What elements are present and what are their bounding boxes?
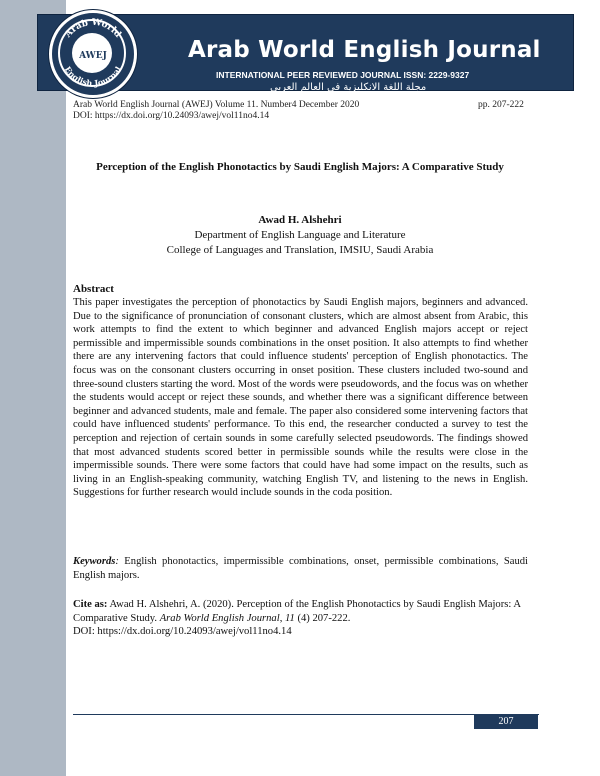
page-number: 207 [474,714,538,729]
abstract-text: This paper investigates the perception of phonotactics by Saudi English majors, beginners and advanced. Due to the significance of pronunciation of consonant clusters, which are almost absent from Arabic, this work attempts to find the extent to which beginner and advanced English majors accept or reject permissible and impermissible sounds combinations in the onset position. It also attempts to find whether there are any intervening factors that could influence students' perception of English phonotactics. The focus was on the consonant clusters occurring in onset position. These clusters included two-sound and three-sound clusters starting the word. Most of the words were pseudowords, and the focus was on whether the students would accept or reject these sounds, and whether there was a significant difference between beginner and advanced students, male and female. The paper also considered some intervening factors that could have influenced students' performance. To this end, the researcher conducted a survey to test the perception and rejection of certain sounds in some carefully selected pseudowords. The findings showed that most advanced students scored better in permissible sounds while the results were close in the impermissible sounds. There were some factors that could have had some impact on the results, such as living in an English-speaking community, watching English TV, and listening to the news in English. Suggestions for further research would include sounds in the coda position. [73,297,528,499]
keywords-text: English phonotactics, impermissible combinations, onset, permissible combinations, Saudi English majors. [73,556,528,581]
svg-text:English Journal: English Journal [62,64,124,89]
header-doi: DOI: https://dx.doi.org/10.24093/awej/vol11no4.14 [73,111,270,121]
keywords-label: Keywords [73,556,116,567]
author-name: Awad H. Alshehri [258,214,342,226]
page-range: pp. 207-222 [478,100,524,110]
cite-label: Cite as: [73,599,108,610]
keywords: Keywords: English phonotactics, impermissible combinations, onset, permissible combinations, Saudi English majors. [73,556,528,581]
journal-citation-line: Arab World English Journal (AWEJ) Volume 11. Number4 December 2020 [73,100,360,110]
journal-title: Arab World English Journal [188,37,541,63]
affiliation-college: College of Languages and Translation, IMSIU, Saudi Arabia [166,244,434,256]
abstract-heading: Abstract [73,283,114,295]
affiliation-department: Department of English Language and Literature [194,229,406,241]
page-sidebar-stripe [0,0,66,776]
journal-arabic-title: مجلة اللغة الانكليزية في العالم العربي [270,82,427,93]
journal-subtitle: INTERNATIONAL PEER REVIEWED JOURNAL ISSN: 2229-9327 [216,70,470,80]
footer-rule [73,714,539,715]
logo-seal-text [52,13,134,95]
journal-logo [49,10,137,98]
paper-title: Perception of the English Phonotactics by Saudi English Majors: A Comparative Study [96,161,504,173]
svg-text:AWEJ: AWEJ [79,51,107,61]
citation: Cite as: Awad H. Alshehri, A. (2020). Perception of the English Phonotactics by Saudi English Majors: A Comparative Study. Arab World English Journal, 11 (4) 207-222. DOI: https://dx.doi.org/10.24093/awej/vol11no4.14 [73,599,521,638]
svg-text:Arab World: Arab World [63,17,123,40]
cite-doi: DOI: https://dx.doi.org/10.24093/awej/vol11no4.14 [73,626,292,638]
